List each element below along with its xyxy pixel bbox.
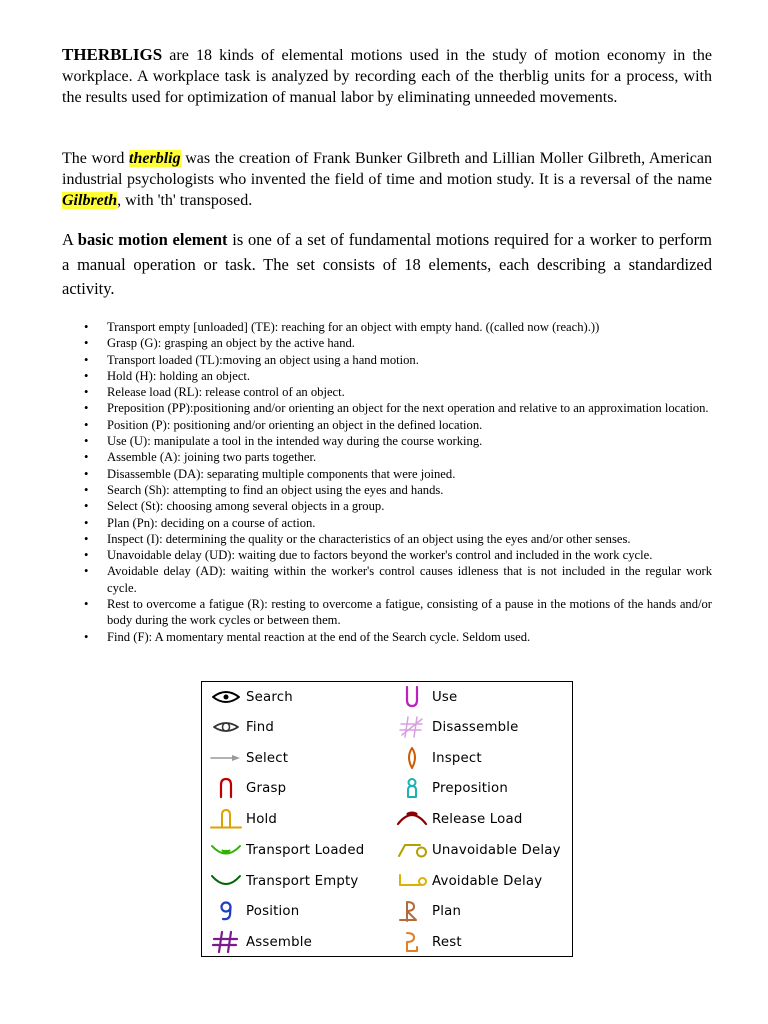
list-item: • Assemble (A): joining two parts together.: [62, 449, 712, 465]
legend-label: Rest: [432, 934, 462, 950]
list-item: • Preposition (PP):positioning and/or orienting an object for the next operation and relative to an approximation location.: [62, 400, 712, 416]
intro-paragraph: [62, 44, 712, 108]
origin-mid: was the creation of Frank Bunker Gilbreth and Lillian Moller Gilbreth, American industrial psychologists who invented the field of time and motion study. It is a reversal of the name: [62, 150, 712, 188]
legend-item-release-load: [394, 804, 522, 834]
legend-item-rest: [394, 927, 462, 957]
legend-item-transport-loaded: [208, 835, 364, 865]
legend-item-avoidable-delay: [394, 866, 542, 896]
basic-motion-paragraph: [62, 228, 712, 302]
legend-label: Transport Loaded: [246, 842, 365, 858]
list-item: • Rest to overcome a fatigue (R): resting to overcome a fatigue, consisting of a pause in the motions of the hands and/or body during the work cycles or between them.: [62, 596, 712, 629]
legend-item-assemble: [208, 927, 312, 957]
legend-item-unavoidable-delay: [394, 835, 561, 865]
therblig-highlight: therblig: [129, 150, 181, 167]
legend-label: Position: [246, 903, 300, 919]
origin-paragraph: [62, 148, 712, 211]
rest-icon: [394, 929, 430, 955]
legend-label: Avoidable Delay: [432, 873, 543, 889]
basic-pre: A: [62, 230, 78, 249]
list-item: • Unavoidable delay (UD): waiting due to factors beyond the worker's control and included in the work cycle.: [62, 547, 712, 563]
legend-label: Find: [246, 719, 275, 735]
list-item: • Inspect (I): determining the quality or the characteristics of an object using the eyes and/or other senses.: [62, 531, 712, 547]
plan-icon: [394, 898, 430, 924]
legend-item-disassemble: [394, 712, 519, 742]
grasp-arch-icon: [208, 775, 244, 801]
list-item: • Search (Sh): attempting to find an object using the eyes and hands.: [62, 482, 712, 498]
therbligs-term: THERBLIGS: [62, 45, 163, 64]
select-arrow-icon: [208, 745, 244, 771]
preposition-eight-icon: [394, 775, 430, 801]
legend-label: Grasp: [246, 780, 287, 796]
list-item: • Hold (H): holding an object.: [62, 368, 712, 384]
list-item: • Avoidable delay (AD): waiting within the worker's control causes idleness that is not included in the regular work cycle.: [62, 563, 712, 596]
list-item: • Transport empty [unloaded] (TE): reaching for an object with empty hand. ((called now (reach).)): [62, 319, 712, 335]
position-nine-icon: [208, 898, 244, 924]
legend-item-select: [208, 743, 288, 773]
legend-item-preposition: [394, 773, 508, 803]
list-item: • Position (P): positioning and/or orienting an object in the defined location.: [62, 417, 712, 433]
intro-text: are 18 kinds of elemental motions used in the study of motion economy in the workplace. A workplace task is analyzed by recording each of the therblig units for a process, with the results used for optimization of manual labor by eliminating unneeded movements.: [62, 47, 712, 106]
transport-loaded-icon: [208, 837, 244, 863]
unavoidable-delay-icon: [394, 837, 430, 863]
legend-label: Select: [246, 750, 289, 766]
list-item: • Disassemble (DA): separating multiple components that were joined.: [62, 466, 712, 482]
hold-magnet-icon: [208, 806, 244, 832]
legend-item-plan: [394, 896, 461, 926]
legend-label: Inspect: [432, 750, 482, 766]
legend-label: Release Load: [432, 811, 523, 827]
origin-pre: The word: [62, 150, 130, 167]
legend-label: Search: [246, 689, 293, 705]
search-eye-icon: [208, 684, 244, 710]
therblig-symbol-legend: [201, 681, 573, 957]
legend-label: Hold: [246, 811, 278, 827]
legend-label: Plan: [432, 903, 462, 919]
legend-item-search: [208, 682, 293, 712]
inspect-lens-icon: [394, 745, 430, 771]
legend-label: Preposition: [432, 780, 509, 796]
legend-label: Assemble: [246, 934, 313, 950]
list-item: • Select (St): choosing among several objects in a group.: [62, 498, 712, 514]
assemble-hash-icon: [208, 929, 244, 955]
find-eye-icon: [208, 714, 244, 740]
list-item: • Grasp (G): grasping an object by the active hand.: [62, 335, 712, 351]
gilbreth-highlight: Gilbreth: [62, 192, 118, 209]
legend-label: Unavoidable Delay: [432, 842, 561, 858]
list-item: • Plan (Pn): deciding on a course of action.: [62, 515, 712, 531]
legend-label: Transport Empty: [246, 873, 359, 889]
therblig-list: [62, 319, 712, 645]
legend-item-find: [208, 712, 274, 742]
use-u-icon: [394, 684, 430, 710]
list-item: • Use (U): manipulate a tool in the intended way during the course working.: [62, 433, 712, 449]
list-item: • Transport loaded (TL):moving an object using a hand motion.: [62, 352, 712, 368]
legend-item-hold: [208, 804, 277, 834]
basic-rest: is one of a set of fundamental motions required for a worker to perform a manual operation or task. The set consists of 18 elements, each describing a standardized activity.: [62, 230, 712, 298]
legend-label: Use: [432, 689, 458, 705]
legend-label: Disassemble: [432, 719, 519, 735]
legend-item-transport-empty: [208, 866, 359, 896]
legend-item-position: [208, 896, 299, 926]
basic-motion-term: basic motion element: [77, 230, 228, 249]
transport-empty-icon: [208, 868, 244, 894]
origin-post: , with 'th' transposed.: [117, 192, 253, 209]
avoidable-delay-icon: [394, 868, 430, 894]
legend-item-use: [394, 682, 457, 712]
disassemble-hash-icon: [394, 714, 430, 740]
list-item: • Find (F): A momentary mental reaction at the end of the Search cycle. Seldom used.: [62, 629, 712, 645]
legend-item-grasp: [208, 773, 286, 803]
release-load-icon: [394, 806, 430, 832]
list-item: • Release load (RL): release control of an object.: [62, 384, 712, 400]
legend-item-inspect: [394, 743, 482, 773]
